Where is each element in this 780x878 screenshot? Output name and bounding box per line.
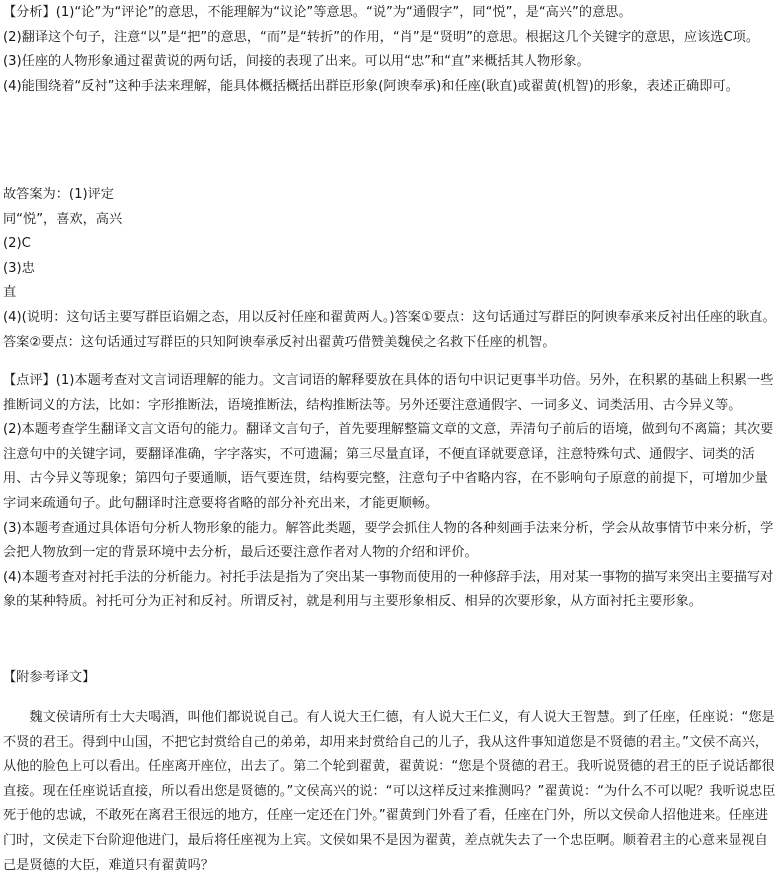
analysis-paragraph-3: (3)任座的人物形象通过翟黄说的两句话，间接的表现了出来。可以用“忠”和“直”来概括其人物形象。	[3, 54, 590, 70]
answer-line-3: (2)C	[3, 236, 31, 252]
answer-line-6: (4)(说明：这句话主要写群臣谄媚之态，用以反衬任座和翟黄两人。)答案①要点：这句话通过写群臣的阿谀奉承来反衬出任座的耿直。答案②要点：这句话通过写群臣的只知阿谀奉承反衬出翟黄巧借赞美魏侯之名救下任座的机智。	[3, 309, 776, 350]
comment-paragraph-2: (2)本题考查学生翻译文言文语句的能力。翻译文言句子，首先要理解整篇文章的文意，弄清句子前后的语境，做到句不离篇；其次要注意句中的关键字词，要翻译准确，字字落实，不可遗漏；第三尽量直译，不便直译就要意译，注意特殊句式、通假字、词类的活用、古今异义等现象；第四句子要通顺，语气要连贯，结构要完整，注意句子中省略内容，在不影响句子原意的前提下，可增加少量字词来疏通句子。此句翻译时注意要将省略的部分补充出来，才能更顺畅。	[3, 422, 774, 511]
analysis-paragraph-2: (2)翻译这个句子，注意“以”是“把”的意思，“而”是“转折”的作用，“肖”是“贤明”的意思。根据这几个关键字的意思，应该选C项。	[3, 29, 760, 45]
comment-section	[3, 369, 776, 615]
analysis-paragraph-1: 【分析】(1)“论”为“评论”的意思，不能理解为“议论”等意思。“说”为“通假字”，同“悦”，是“高兴”的意思。	[3, 5, 632, 20]
analysis-section	[3, 1, 776, 99]
answer-line-1: 故答案为：(1)评定	[3, 187, 114, 202]
answer-line-4: (3)忠	[3, 260, 35, 276]
analysis-paragraph-4: (4)能围绕着“反衬”这种手法来理解，能具体概括概括出群臣形象(阿谀奉承)和任座(耿直)或翟黄(机智)的形象，表述正确即可。	[3, 78, 739, 94]
comment-paragraph-3: (3)本题考查通过具体语句分析人物形象的能力。解答此类题，要学会抓住人物的各种刻画手法来分析，学会从故事情节中来分析，学会把人物放到一定的背景环境中去分析，最后还要注意作者对人物的介绍和评价。	[3, 520, 774, 561]
answer-line-5: 直	[3, 285, 17, 301]
answers-section	[3, 183, 776, 355]
reference-translation	[3, 706, 776, 878]
reference-title: 【附参考译文】	[3, 670, 96, 685]
comment-paragraph-4: (4)本题考查对衬托手法的分析能力。衬托手法是指为了突出某一事物而使用的一种修辞手法，用对某一事物的描写来突出主要描写对象的某种特质。衬托可分为正衬和反衬。所谓反衬，就是利用与主要形象相反、相异的次要形象，从方面衬托主要形象。	[3, 569, 774, 610]
comment-paragraph-1: 【点评】(1)本题考查对文言词语理解的能力。文言词语的解释要放在具体的语句中识记更事半功倍。另外，在积累的基础上积累一些推断词义的方法，比如：字形推断法，语境推断法，结构推断法等。另外还要注意通假字、一词多义、词类活用、古今异义等。	[3, 373, 774, 413]
answer-line-2: 同“悦”，喜欢，高兴	[3, 211, 123, 227]
translation-paragraph: 魏文侯请所有士大夫喝酒，叫他们都说说自己。有人说大王仁德，有人说大王仁义，有人说大王智慧。到了任座，任座说：“您是不贤的君王。得到中山国，不把它封赏给自己的弟弟，却用来封赏给自己的儿子，我从这件事知道您是不贤德的君主。”文侯不高兴，从他的脸色上可以看出。任座离开座位，出去了。第二个轮到翟黄，翟黄说：“您是个贤德的君王。我听说贤德的君王的臣子说话都很直接。现在任座说话直接，所以看出您是贤德的。”文侯高兴的说：“可以这样反过来推测吗？”翟黄说：“为什么不可以呢？我听说忠臣死于他的忠诚，不敢死在离君王很远的地方，任座一定还在门外。”翟黄到门外看了看，任座在门外，所以文侯命人招他进来。任座进门时，文侯走下台阶迎他进门，最后将任座视为上宾。文侯如果不是因为翟黄，差点就失去了一个忠臣啊。顺着君主的心意来显视自己是贤德的大臣，难道只有翟黄吗？	[3, 710, 776, 873]
